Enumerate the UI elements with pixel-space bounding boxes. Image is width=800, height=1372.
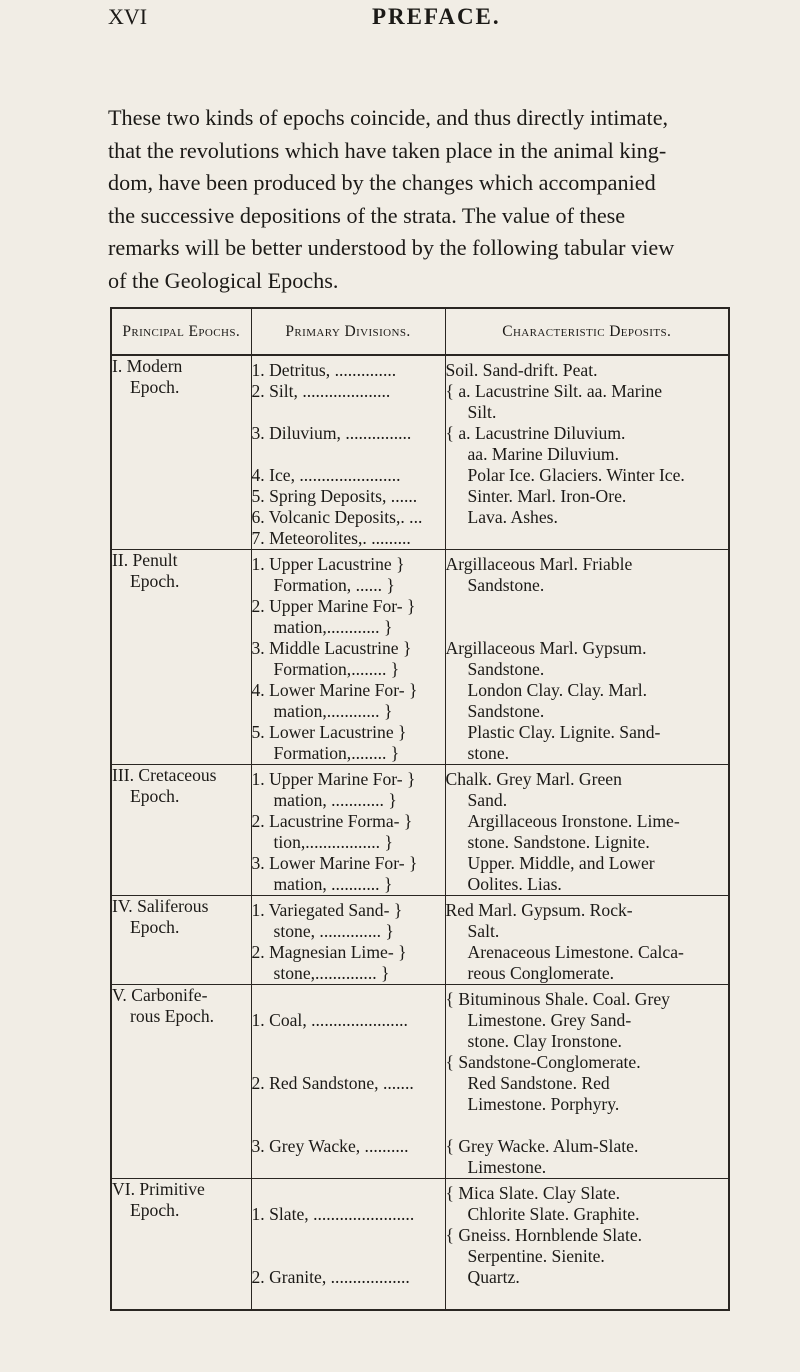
division-line: 2. Upper Marine For- } — [251, 596, 416, 616]
deposit-line: { Sandstone-Conglomerate. — [445, 1052, 641, 1072]
epoch-name-line: Epoch. — [130, 1200, 180, 1220]
division-line: 5. Spring Deposits, ...... — [251, 486, 418, 506]
deposit-line: London Clay. Clay. Marl. — [467, 680, 647, 700]
page-header — [0, 0, 800, 40]
deposit-line: { Bituminous Shale. Coal. Grey — [445, 989, 670, 1009]
division-line — [252, 1288, 445, 1309]
deposit-line: { a. Lacustrine Silt. aa. Marine — [445, 381, 663, 401]
table-body — [111, 355, 729, 1310]
division-line: stone,.............. } — [273, 963, 390, 983]
division-line: 7. Meteorolites,. ......... — [251, 528, 411, 548]
deposit-line: Sandstone. — [467, 701, 545, 721]
division-line: 3. Middle Lacustrine } — [251, 638, 412, 658]
header-primary-divisions: Primary Divisions. — [251, 308, 445, 355]
intro-line: the successive depositions of the strata. The value of these — [108, 202, 626, 228]
epoch-name-cell — [111, 355, 251, 550]
epoch-name-line: Epoch. — [130, 917, 180, 937]
deposit-line: Limestone. — [467, 1157, 547, 1177]
deposit-line: Serpentine. Sienite. — [467, 1246, 605, 1266]
deposit-line: Oolites. Lias. — [467, 874, 562, 894]
epoch-row — [111, 355, 729, 550]
deposit-line: Salt. — [467, 921, 500, 941]
division-cell — [251, 765, 445, 896]
division-line: Formation,........ } — [273, 743, 400, 763]
deposit-line: Argillaceous Ironstone. Lime- — [467, 811, 680, 831]
deposit-cell — [445, 550, 729, 765]
deposit-line: Silt. — [467, 402, 497, 422]
deposit-line — [446, 1115, 729, 1136]
deposit-cell — [445, 1179, 729, 1311]
epoch-name-line: VI. Primitive — [112, 1179, 205, 1199]
deposit-line: Sand. — [467, 790, 508, 810]
epoch-name-cell — [111, 985, 251, 1179]
division-line — [252, 1157, 445, 1178]
intro-line: of the Geological Epochs. — [108, 267, 339, 293]
division-cell — [251, 355, 445, 550]
division-line: 1. Variegated Sand- } — [251, 900, 403, 920]
division-line — [252, 1094, 445, 1115]
division-line: mation, ............ } — [273, 790, 397, 810]
division-line: 2. Red Sandstone, ....... — [251, 1073, 414, 1093]
division-line — [252, 444, 445, 465]
deposit-line: Red Marl. Gypsum. Rock- — [445, 900, 633, 920]
deposit-cell — [445, 765, 729, 896]
division-line: stone, .............. } — [273, 921, 394, 941]
division-line: 2. Granite, .................. — [251, 1267, 410, 1287]
epoch-row — [111, 550, 729, 765]
division-line — [252, 1225, 445, 1246]
deposit-line: { Mica Slate. Clay Slate. — [445, 1183, 621, 1203]
running-title: PREFACE. — [372, 4, 501, 29]
division-line — [252, 1183, 445, 1204]
division-line — [252, 1246, 445, 1267]
deposit-line: Sinter. Marl. Iron-Ore. — [467, 486, 627, 506]
geological-epochs-table — [110, 307, 730, 1311]
page-number: XVI — [108, 4, 148, 29]
intro-line: that the revolutions which have taken place in the animal king- — [108, 137, 667, 163]
deposit-line — [446, 596, 729, 617]
intro-line: remarks will be better understood by the following tabular view — [108, 235, 675, 260]
division-cell — [251, 1179, 445, 1311]
epoch-row — [111, 985, 729, 1179]
deposit-line: Argillaceous Marl. Gypsum. — [445, 638, 647, 658]
deposit-line: stone. Sandstone. Lignite. — [467, 832, 650, 852]
intro-line: These two kinds of epochs coincide, and thus directly intimate, — [108, 105, 669, 130]
division-line: 4. Lower Marine For- } — [251, 680, 418, 700]
deposit-line: Soil. Sand-drift. Peat. — [445, 360, 598, 380]
division-cell — [251, 896, 445, 985]
division-line: 1. Upper Marine For- } — [251, 769, 416, 789]
epoch-name-cell — [111, 896, 251, 985]
deposit-line: Argillaceous Marl. Friable — [445, 554, 633, 574]
deposit-line: Sandstone. — [467, 575, 545, 595]
deposit-line — [446, 528, 729, 549]
deposit-line: Upper. Middle, and Lower — [467, 853, 655, 873]
epoch-name-cell — [111, 765, 251, 896]
division-line: Formation,........ } — [273, 659, 400, 679]
epoch-name-line: Epoch. — [130, 786, 180, 806]
deposit-line: Red Sandstone. Red — [467, 1073, 610, 1093]
deposit-line: stone. — [467, 743, 510, 763]
epoch-name-line: I. Modern — [112, 356, 183, 376]
division-line: mation,............ } — [273, 617, 393, 637]
epoch-name-line: IV. Saliferous — [112, 896, 209, 916]
epoch-row — [111, 896, 729, 985]
division-line: 4. Ice, ....................... — [251, 465, 401, 485]
deposit-line: { Grey Wacke. Alum-Slate. — [445, 1136, 639, 1156]
header-principal-epochs: Principal Epochs. — [111, 308, 251, 355]
epoch-name-line: Epoch. — [130, 377, 180, 397]
epoch-name-line: V. Carbonife- — [112, 985, 208, 1005]
division-line: 2. Lacustrine Forma- } — [251, 811, 413, 831]
intro-paragraph — [108, 102, 722, 297]
division-line: tion,................. } — [273, 832, 393, 852]
epoch-name-cell — [111, 550, 251, 765]
deposit-line: Chlorite Slate. Graphite. — [467, 1204, 640, 1224]
epoch-name-line: Epoch. — [130, 571, 180, 591]
division-line: 2. Silt, .................... — [251, 381, 391, 401]
division-line: 3. Lower Marine For- } — [251, 853, 418, 873]
deposit-cell — [445, 896, 729, 985]
division-line: 6. Volcanic Deposits,. ... — [251, 507, 423, 527]
deposit-line — [446, 617, 729, 638]
deposit-line: Chalk. Grey Marl. Green — [445, 769, 622, 789]
epoch-name-line: II. Penult — [112, 550, 178, 570]
deposit-line: Lava. Ashes. — [467, 507, 558, 527]
epoch-row — [111, 765, 729, 896]
deposit-line: Sandstone. — [467, 659, 545, 679]
deposit-line: aa. Marine Diluvium. — [467, 444, 619, 464]
division-line: Formation, ...... } — [273, 575, 395, 595]
division-cell — [251, 985, 445, 1179]
header-characteristic-deposits: Characteristic Deposits. — [445, 308, 729, 355]
division-line — [252, 402, 445, 423]
deposit-line: reous Conglomerate. — [467, 963, 615, 983]
deposit-line: stone. Clay Ironstone. — [467, 1031, 622, 1051]
division-line: 3. Diluvium, ............... — [251, 423, 412, 443]
deposit-cell — [445, 985, 729, 1179]
deposit-line: { Gneiss. Hornblende Slate. — [445, 1225, 643, 1245]
epoch-name-line: III. Cretaceous — [112, 765, 217, 785]
division-line — [252, 1052, 445, 1073]
division-line: 1. Slate, ....................... — [251, 1204, 415, 1224]
intro-line: dom, have been produced by the changes which accompanied — [108, 170, 656, 195]
epoch-row — [111, 1179, 729, 1311]
deposit-line: Arenaceous Limestone. Calca- — [467, 942, 684, 962]
division-line — [252, 989, 445, 1010]
epoch-name-line: rous Epoch. — [130, 1006, 215, 1026]
division-line: mation, ........... } — [273, 874, 393, 894]
division-line — [252, 1031, 445, 1052]
division-line: 1. Detritus, .............. — [251, 360, 397, 380]
deposit-line: { a. Lacustrine Diluvium. — [445, 423, 626, 443]
deposit-line: Plastic Clay. Lignite. Sand- — [467, 722, 661, 742]
table-header-row — [111, 308, 729, 355]
division-line: mation,............ } — [273, 701, 393, 721]
deposit-line: Limestone. Grey Sand- — [467, 1010, 632, 1030]
division-line: 3. Grey Wacke, .......... — [251, 1136, 409, 1156]
division-line: 1. Upper Lacustrine } — [251, 554, 405, 574]
deposit-line: Quartz. — [467, 1267, 520, 1287]
division-line — [252, 1115, 445, 1136]
division-cell — [251, 550, 445, 765]
deposit-cell — [445, 355, 729, 550]
division-line: 5. Lower Lacustrine } — [251, 722, 407, 742]
division-line: 2. Magnesian Lime- } — [251, 942, 407, 962]
deposit-line: Limestone. Porphyry. — [467, 1094, 620, 1114]
deposit-line — [446, 1288, 729, 1309]
epoch-name-cell — [111, 1179, 251, 1311]
deposit-line: Polar Ice. Glaciers. Winter Ice. — [467, 465, 685, 485]
division-line: 1. Coal, ...................... — [251, 1010, 408, 1030]
